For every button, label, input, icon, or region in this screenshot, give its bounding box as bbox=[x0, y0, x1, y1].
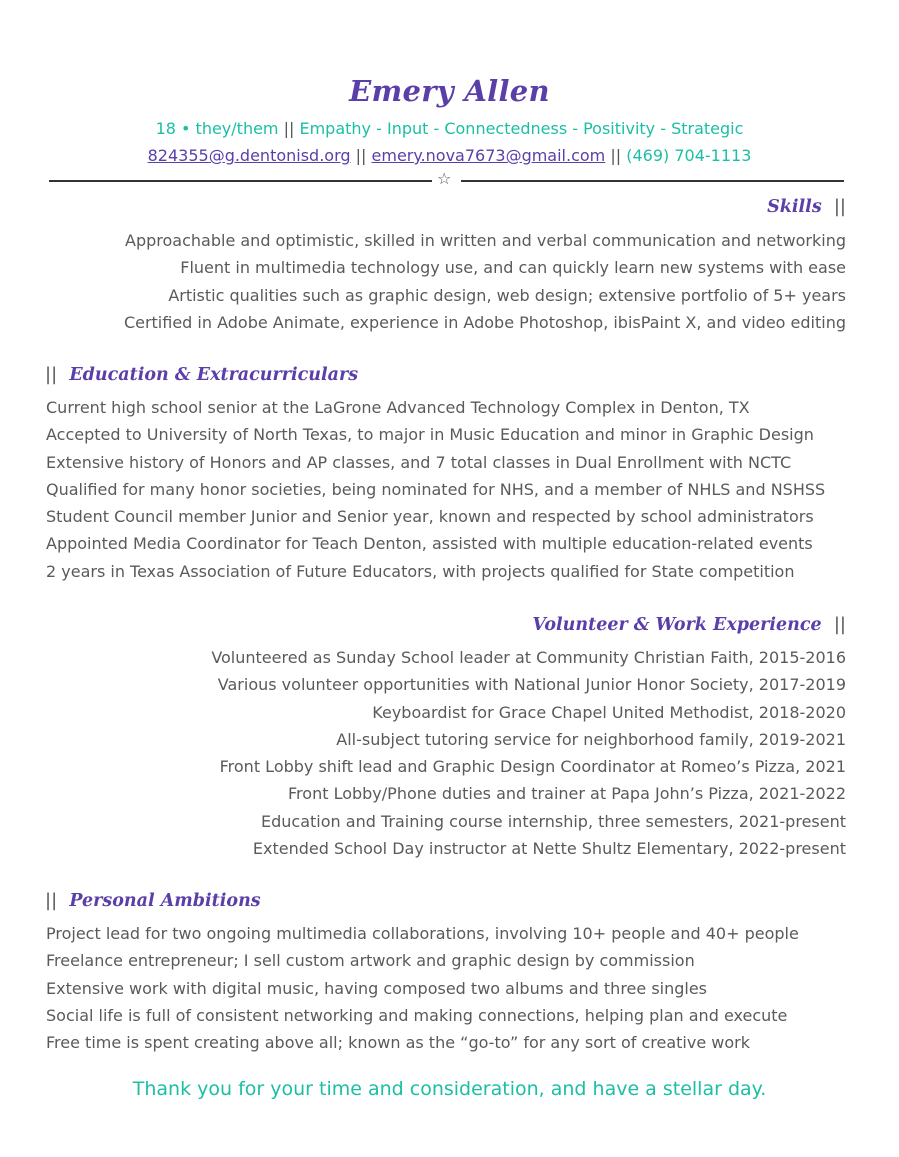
list-item: Fluent in multimedia technology use, and can quickly learn new systems with ease bbox=[180, 258, 846, 278]
separator: || bbox=[610, 146, 622, 165]
list-item: Extensive work with digital music, having composed two albums and three singles bbox=[46, 978, 708, 998]
phone-number: (469) 704-1113 bbox=[626, 146, 752, 165]
list-item: Current high school senior at the LaGrone Advanced Technology Complex in Denton, TX bbox=[46, 398, 750, 417]
section-bars: || bbox=[833, 614, 846, 635]
list-item: Certified in Adobe Animate, experience in Adobe Photoshop, ibisPaint X, and video editing bbox=[123, 312, 846, 332]
section-bars: || bbox=[45, 890, 58, 911]
closing-statement: Thank you for your time and consideration, and have a stellar day. bbox=[132, 1078, 767, 1100]
education-list bbox=[46, 394, 825, 585]
list-item: Front Lobby/Phone duties and trainer at Papa John’s Pizza, 2021-2022 bbox=[288, 784, 846, 804]
list-item: Approachable and optimistic, skilled in written and verbal communication and networking bbox=[125, 231, 846, 250]
section-title: Personal Ambitions bbox=[69, 891, 261, 911]
personal-email-link[interactable]: emery.nova7673@gmail.com bbox=[371, 146, 606, 165]
list-item: All-subject tutoring service for neighborhood family, 2019-2021 bbox=[336, 729, 846, 749]
list-item: 2 years in Texas Association of Future Educators, with projects qualified for State competition bbox=[46, 561, 795, 581]
experience-list bbox=[211, 644, 846, 862]
divider-line-left bbox=[49, 180, 432, 182]
list-item: Various volunteer opportunities with National Junior Honor Society, 2017-2019 bbox=[217, 675, 846, 695]
education-heading bbox=[45, 364, 358, 385]
list-item: Qualified for many honor societies, being nominated for NHS, and a member of NHLS and NSHSS bbox=[46, 479, 826, 499]
school-email-link[interactable]: 824355@g.dentonisd.org bbox=[147, 146, 351, 165]
separator: || bbox=[283, 119, 295, 138]
ambitions-list bbox=[46, 920, 799, 1056]
list-item: Appointed Media Coordinator for Teach Denton, assisted with multiple education-related events bbox=[46, 534, 813, 554]
skills-list bbox=[124, 227, 846, 336]
list-item: Social life is full of consistent networking and making connections, helping plan and execute bbox=[46, 1005, 788, 1025]
star-icon: ☆ bbox=[437, 169, 452, 188]
ambitions-heading bbox=[45, 890, 261, 911]
age-pronouns: 18 • they/them bbox=[155, 119, 279, 138]
list-item: Extensive history of Honors and AP classes, and 7 total classes in Dual Enrollment with NCTC bbox=[46, 452, 792, 472]
list-item: Front Lobby shift lead and Graphic Design Coordinator at Romeo’s Pizza, 2021 bbox=[219, 757, 846, 777]
candidate-name: Emery Allen bbox=[349, 74, 550, 108]
tagline bbox=[0, 119, 899, 138]
list-item: Education and Training course internship, three semesters, 2021-present bbox=[261, 811, 846, 831]
list-item: Accepted to University of North Texas, to major in Music Education and minor in Graphic Design bbox=[46, 425, 814, 445]
list-item: Volunteered as Sunday School leader at Community Christian Faith, 2015-2016 bbox=[211, 648, 846, 667]
section-bars: || bbox=[45, 364, 58, 385]
experience-heading bbox=[532, 614, 846, 635]
list-item: Project lead for two ongoing multimedia collaborations, involving 10+ people and 40+ people bbox=[46, 924, 799, 943]
list-item: Extended School Day instructor at Nette Shultz Elementary, 2022-present bbox=[252, 839, 846, 859]
list-item: Freelance entrepreneur; I sell custom artwork and graphic design by commission bbox=[46, 951, 695, 971]
list-item: Artistic qualities such as graphic design, web design; extensive portfolio of 5+ years bbox=[168, 285, 846, 305]
contact-line bbox=[0, 146, 899, 165]
header-divider bbox=[49, 169, 844, 190]
strengths-list: Empathy - Input - Connectedness - Positivity - Strategic bbox=[299, 119, 744, 138]
separator: || bbox=[355, 146, 367, 165]
divider-line-right bbox=[461, 180, 844, 182]
list-item: Keyboardist for Grace Chapel United Methodist, 2018-2020 bbox=[372, 702, 846, 722]
section-title: Education & Extracurriculars bbox=[69, 365, 359, 385]
section-title: Volunteer & Work Experience bbox=[532, 615, 822, 635]
skills-heading bbox=[767, 196, 846, 217]
section-bars: || bbox=[833, 196, 846, 217]
list-item: Free time is spent creating above all; known as the “go-to” for any sort of creative work bbox=[46, 1033, 750, 1053]
section-title: Skills bbox=[767, 197, 822, 217]
list-item: Student Council member Junior and Senior year, known and respected by school administrators bbox=[46, 507, 814, 527]
